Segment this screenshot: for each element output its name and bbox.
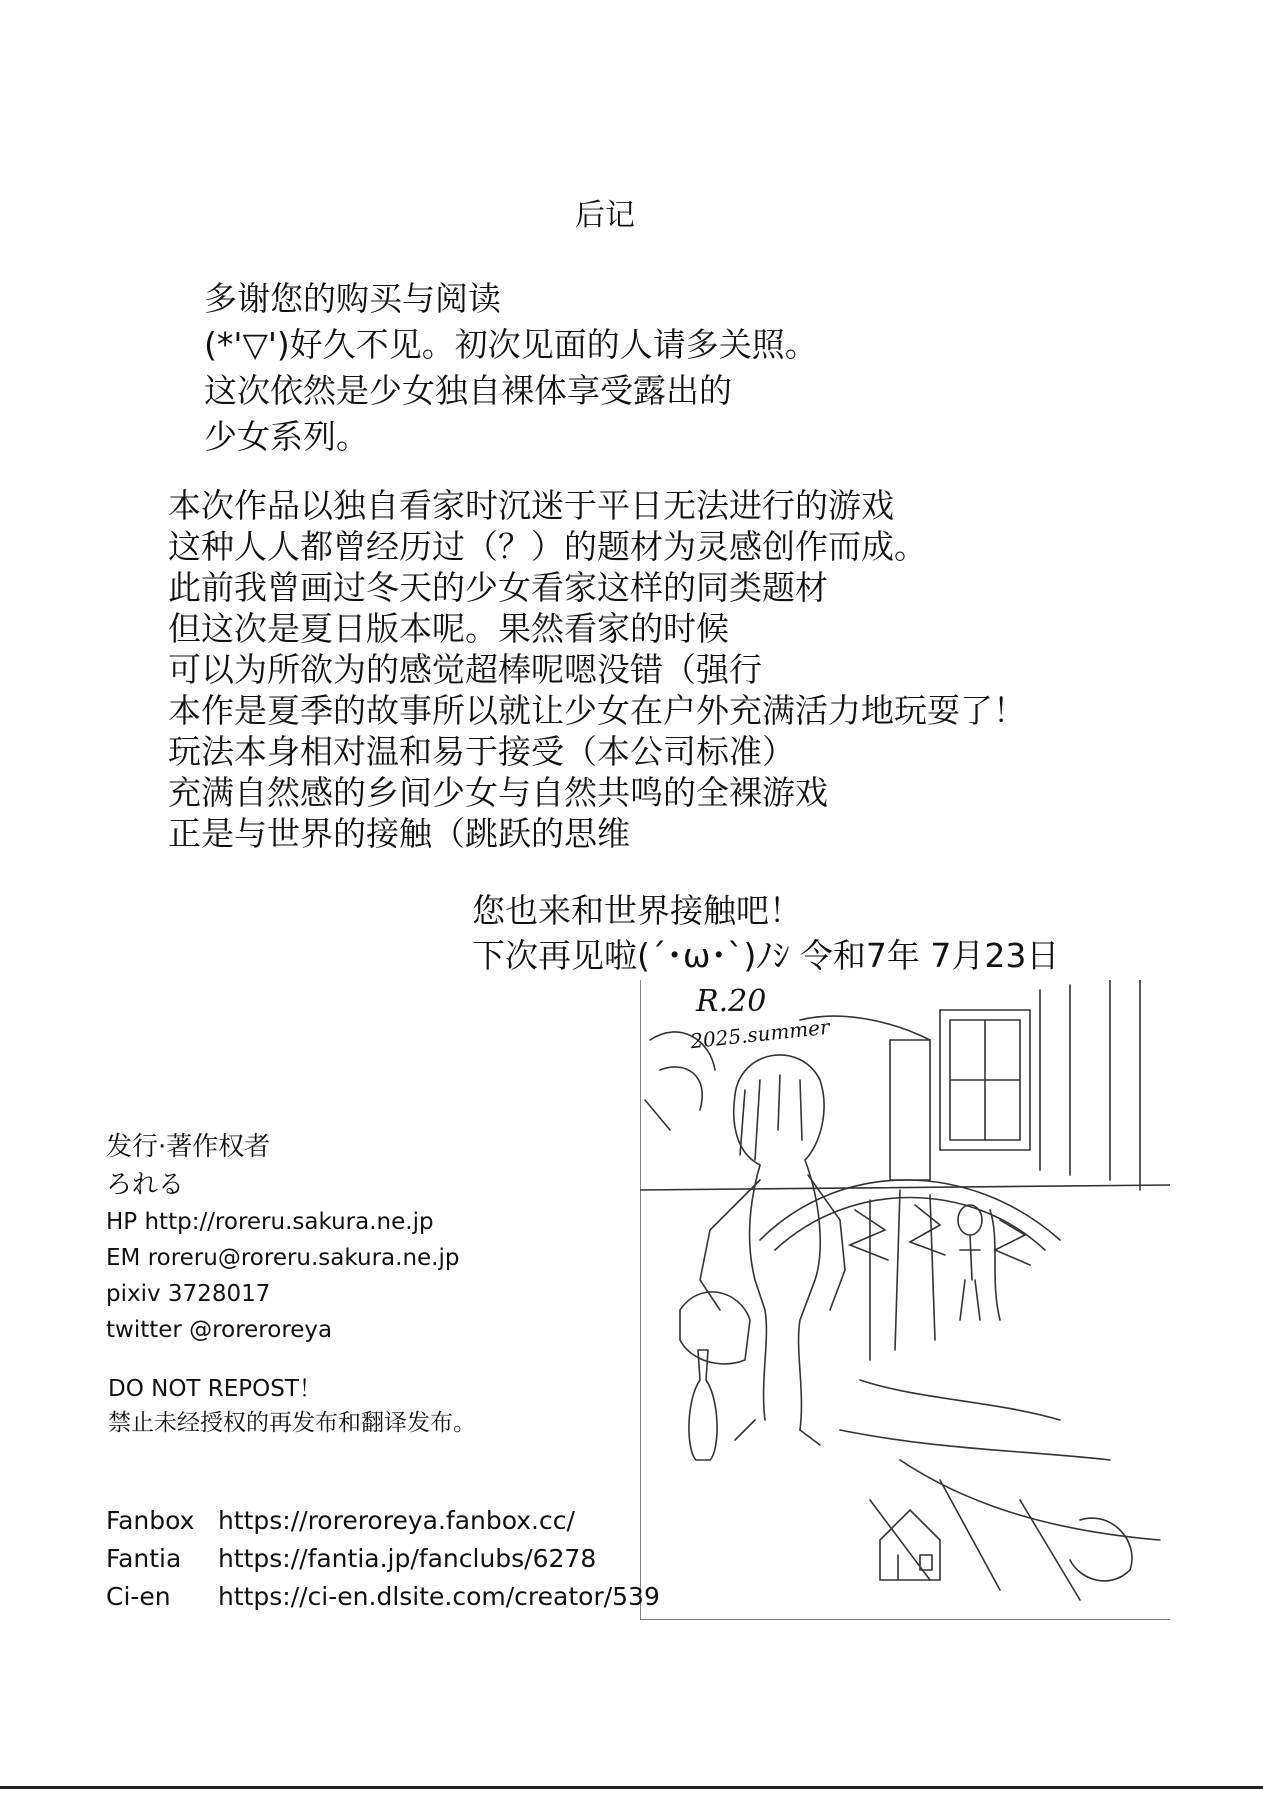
credits-heading: 发行·著作权者 — [106, 1132, 271, 1162]
body-line: 但这次是夏日版本呢。果然看家的时候 — [168, 609, 729, 648]
closing-message — [472, 888, 1059, 978]
fanbox-link[interactable]: https://roreroreya.fanbox.cc/ — [217, 1506, 575, 1535]
link-row-cien — [106, 1578, 660, 1616]
cien-link[interactable]: https://ci-en.dlsite.com/creator/539 — [217, 1582, 660, 1611]
intro-line: 多谢您的购买与阅读 — [204, 279, 501, 318]
warning-en: DO NOT REPOST！ — [108, 1376, 322, 1402]
site-name: Ci-en — [106, 1582, 171, 1611]
body-line: 本作是夏季的故事所以就让少女在户外充满活力地玩耍了！ — [168, 691, 1026, 730]
body-line: 充满自然感的乡间少女与自然共鸣的全裸游戏 — [168, 773, 828, 812]
homepage-text: HP http://roreru.sakura.ne.jp — [106, 1209, 434, 1235]
page-title: 后记 — [575, 198, 635, 233]
support-links — [106, 1502, 660, 1616]
body-line: 这种人人都曾经历过（？）的题材为灵感创作而成。 — [168, 527, 927, 566]
body-line: 本次作品以独自看家时沉迷于平日无法进行的游戏 — [168, 486, 894, 525]
pixiv-text: pixiv 3728017 — [106, 1281, 271, 1307]
intro-line: 这次依然是少女独自裸体享受露出的 — [204, 371, 732, 410]
sketch-illustration — [640, 980, 1170, 1620]
repost-warning — [108, 1372, 476, 1440]
site-name: Fanbox — [106, 1506, 195, 1535]
intro-line: 少女系列。 — [204, 417, 369, 456]
author-name: ろれる — [106, 1170, 185, 1200]
link-row-fanbox — [106, 1502, 660, 1540]
intro-line: (*'▽')好久不见。初次见面的人请多关照。 — [204, 325, 818, 364]
body-line: 此前我曾画过冬天的少女看家这样的同类题材 — [168, 568, 828, 607]
signature-date: 2025.summer — [689, 1014, 831, 1054]
email-text: EM roreru@roreru.sakura.ne.jp — [106, 1245, 460, 1271]
closing-line-2: 下次再见啦(´･ω･`)ﾉｼ 令和7年 7月23日 — [472, 936, 1060, 975]
body-paragraph — [168, 485, 1026, 854]
site-name: Fantia — [106, 1544, 182, 1573]
warning-zh: 禁止未经授权的再发布和翻译发布。 — [108, 1410, 476, 1436]
closing-line-1: 您也来和世界接触吧！ — [472, 891, 802, 930]
twitter-text: twitter @roreroreya — [106, 1317, 333, 1343]
body-line: 可以为所欲为的感觉超棒呢嗯没错（强行 — [168, 650, 762, 689]
link-row-fantia — [106, 1540, 660, 1578]
page-edge-line — [0, 1786, 1263, 1789]
artist-signature: R.20 — [696, 984, 767, 1019]
body-line: 玩法本身相对温和易于接受（本公司标准） — [168, 732, 795, 771]
publisher-credits — [106, 1128, 459, 1348]
intro-paragraph — [204, 276, 818, 460]
fantia-link[interactable]: https://fantia.jp/fanclubs/6278 — [217, 1544, 597, 1573]
body-line: 正是与世界的接触（跳跃的思维 — [168, 814, 630, 853]
